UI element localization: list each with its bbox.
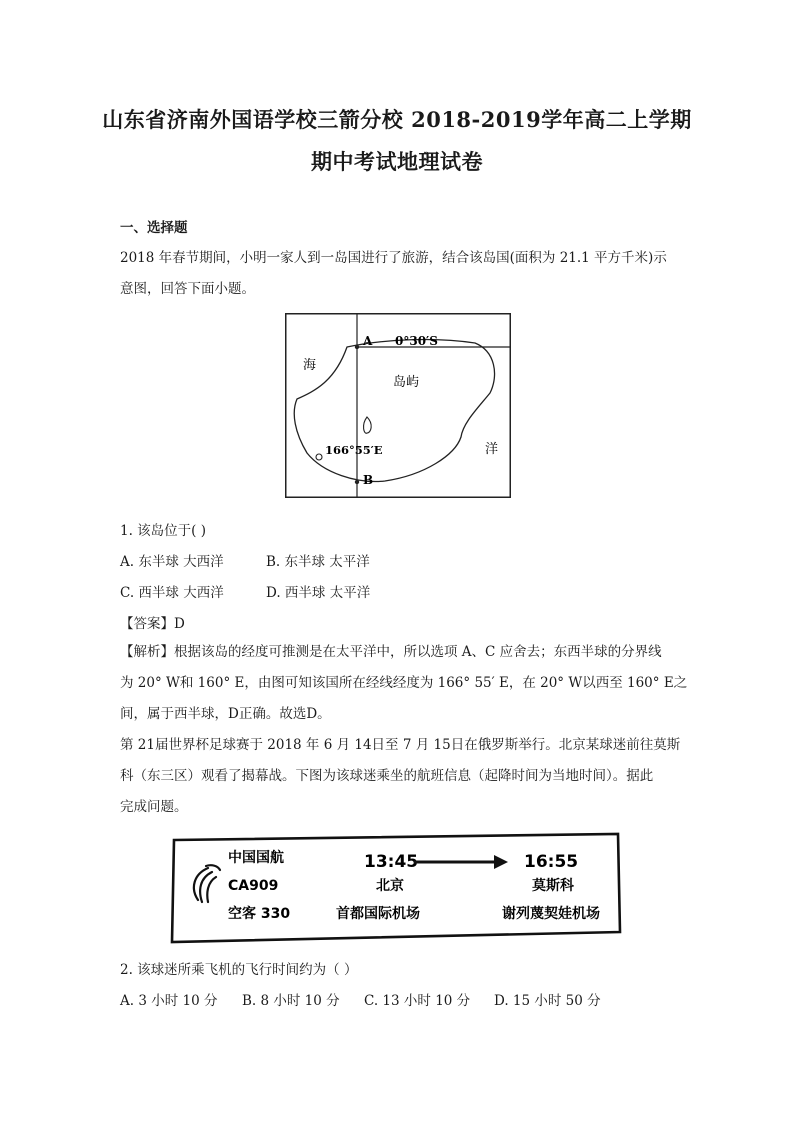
latitude-label: 0°30′S [395, 334, 438, 348]
aircraft-type: 空客 330 [228, 906, 291, 922]
q1-question: 1. 该岛位于( ) [120, 523, 206, 539]
point-b-label: B [363, 473, 374, 487]
analysis-line2: 为 20° W和 160° E，由图可知该国所在经线经度为 166° 55′ E，在 20° W以西至 160° E之 [120, 675, 688, 691]
departure-airport: 首都国际机场 [336, 906, 420, 922]
flight-number: CA909 [228, 878, 279, 894]
intro1-line1: 2018 年春节期间，小明一家人到一岛国进行了旅游，结合该岛国(面积为 21.1 平方千米)示 [120, 250, 667, 266]
q2-option-b: B. 8 小时 10 分 [242, 993, 340, 1009]
q1-option-a: A. 东半球 大西洋 [120, 554, 224, 570]
departure-city: 北京 [376, 878, 404, 894]
q2-option-a: A. 3 小时 10 分 [120, 993, 218, 1009]
q1-option-b: B. 东半球 太平洋 [266, 554, 370, 570]
q1-option-d: D. 西半球 太平洋 [266, 585, 371, 601]
q2-options-row [120, 989, 680, 1009]
arrival-city: 莫斯科 [532, 878, 574, 894]
sea-label: 海 [303, 358, 317, 373]
q2-question: 2. 该球迷所乘飞机的飞行时间约为（ ） [120, 962, 358, 978]
intro2-line1: 第 21届世界杯足球赛于 2018 年 6 月 14日至 7 月 15日在俄罗斯举行。北京某球迷前往莫斯 [120, 737, 681, 753]
intro1-line2: 意图，回答下面小题。 [120, 281, 255, 297]
point-a-label: A [363, 334, 373, 348]
q2-option-d: D. 15 小时 50 分 [494, 993, 601, 1009]
island-map [285, 313, 511, 498]
intro-paragraph-1 [120, 243, 680, 305]
arrival-time: 16:55 [524, 852, 579, 872]
intro-paragraph-2 [120, 730, 680, 823]
ocean-label: 洋 [485, 442, 499, 457]
point-a-marker [355, 345, 359, 349]
q1-options-row2 [120, 581, 680, 601]
analysis-line1: 【解析】根据该岛的经度可推测是在太平洋中，所以选项 A、C 应舍去；东西半球的分界线 [120, 644, 662, 660]
longitude-label: 166°55′E [325, 443, 383, 457]
flight-info-card [168, 830, 623, 945]
q1-analysis [120, 637, 688, 730]
exam-title-line1: 山东省济南外国语学校三箭分校 2018-2019学年高二上学期 [102, 107, 692, 132]
departure-time: 13:45 [364, 852, 419, 872]
q1-answer: 【答案】D [120, 616, 185, 632]
island-label: 岛屿 [393, 375, 420, 390]
exam-title-line2: 期中考试地理试卷 [311, 149, 483, 174]
arrival-airport: 谢列蔑契娃机场 [502, 906, 600, 922]
section-heading: 一、选择题 [120, 220, 188, 236]
airline-name: 中国国航 [228, 850, 284, 866]
q1-option-c: C. 西半球 大西洋 [120, 585, 224, 601]
point-b-marker [355, 480, 359, 484]
q1-options-row1 [120, 550, 680, 570]
intro2-line3: 完成问题。 [120, 799, 188, 815]
analysis-line3: 间，属于西半球，D正确。故选D。 [120, 706, 331, 722]
q2-option-c: C. 13 小时 10 分 [364, 993, 471, 1009]
intro2-line2: 科（东三区）观看了揭幕战。下图为该球迷乘坐的航班信息（起降时间为当地时间）。据此 [120, 768, 654, 784]
